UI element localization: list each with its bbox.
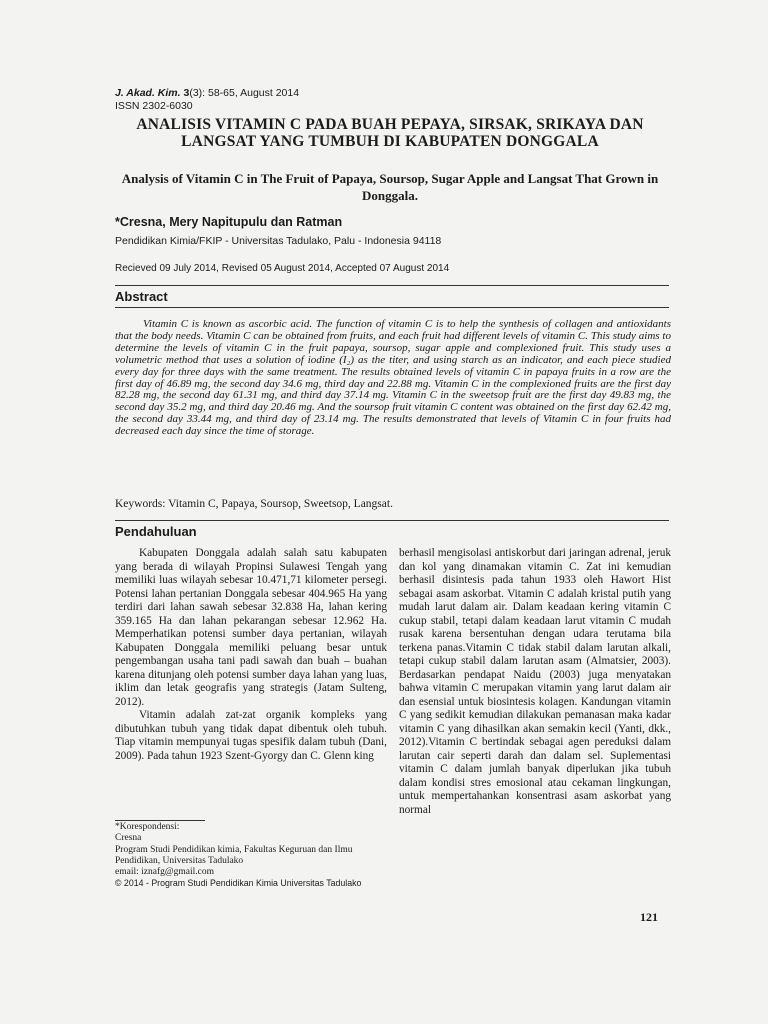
- footnote: [115, 822, 390, 890]
- journal-volume: 3: [183, 87, 190, 99]
- footnote-copyright: © 2014 - Program Studi Pendidikan Kimia Universitas Tadulako: [115, 878, 362, 889]
- intro-right-column: [399, 547, 671, 817]
- abstract-text: [115, 319, 671, 438]
- intro-paragraph-1: Kabupaten Donggala adalah salah satu kabupaten yang berada di wilayah Propinsi Sulawesi Tengah yang memiliki luas wilayah sebesar 10.471,71 kilometer persegi. Potensi lahan pertanian Donggala sebesar 404.965 Ha yang terdiri dari lahan sawah sebesar 32.838 Ha, lahan kering 359.165 Ha dan lahan pekarangan sebesar 12.962 Ha. Memperhatikan potensi sumber daya pertanian, wilayah Kabupaten Donggala memiliki peluang besar untuk pengembangan usaha tani padi sawah dan buah – buahan karena ditunjang oleh potensi sumber daya lahan yang luas, iklim dan letak geografis yang strategis (Jatam Sulteng, 2012).: [115, 547, 387, 708]
- divider-top: [115, 285, 669, 286]
- footnote-email: email: iznafg@gmail.com: [115, 867, 214, 878]
- authors: *Cresna, Mery Napitupulu dan Ratman: [115, 215, 343, 229]
- issn: ISSN 2302-6030: [115, 100, 193, 112]
- divider-abstract: [115, 307, 669, 308]
- footnote-line: Cresna: [115, 833, 142, 844]
- keywords: Keywords: Vitamin C, Papaya, Soursop, Sweetsop, Langsat.: [115, 498, 393, 510]
- title-indonesian: ANALISIS VITAMIN C PADA BUAH PEPAYA, SIRSAK, SRIKAYA DAN LANGSAT YANG TUMBUH DI KABUPATEN DONGGALA: [136, 116, 644, 150]
- received-dates: Recieved 09 July 2014, Revised 05 August 2014, Accepted 07 August 2014: [115, 263, 450, 274]
- divider-intro: [115, 520, 669, 521]
- journal-issue: (3): 58-65, August 2014: [189, 87, 300, 99]
- intro-paragraph-2: Vitamin adalah zat-zat organik kompleks yang dibutuhkan tubuh yang tidak dapat dibentuk oleh tubuh. Tiap vitamin mempunyai tugas spesifik dalam tubuh (Dani, 2009). Pada tahun 1923 Szent-Gyorgy dan C. Glenn king: [115, 709, 387, 762]
- footnote-divider: [115, 820, 205, 821]
- footnote-line: Program Studi Pendidikan kimia, Fakultas Keguruan dan Ilmu Pendidikan, Universitas Tadulako: [115, 844, 353, 866]
- intro-heading: Pendahuluan: [115, 524, 197, 539]
- affiliation: Pendidikan Kimia/FKIP - Universitas Tadulako, Palu - Indonesia 94118: [115, 235, 442, 247]
- journal-citation: [115, 87, 299, 113]
- abstract-heading: Abstract: [115, 289, 168, 304]
- page-number: 121: [640, 910, 658, 924]
- journal-abbrev: J. Akad. Kim.: [115, 87, 181, 99]
- intro-left-column: [115, 547, 387, 763]
- title-english: Analysis of Vitamin C in The Fruit of Papaya, Soursop, Sugar Apple and Langsat That Grown in Donggala.: [121, 171, 659, 203]
- footnote-line: *Korespondensi:: [115, 822, 180, 832]
- intro-paragraph-3: berhasil mengisolasi antiskorbut dari jaringan adrenal, jeruk dan kol yang dinamakan vitamin C. Zat ini kemudian berhasil disintesis pada tahun 1933 oleh Hawort Hist sebagai asam askorbat. Vitamin C adalah kristal putih yang mudah larut dalam air. Dalam keadaan kering vitamin C cukup stabil, tetapi dalam keadaan larut vitamin C mudah rusak karena bersentuhan dengan udara terutama bila terkena panas.Vitamin C tidak stabil dalam larutan alkali, tetapi cukup stabil dalam larutan asam (Almatsier, 2003). Berdasarkan pendapat Naidu (2003) juga menyatakan bahwa vitamin C merupakan vitamin yang larut dalam air dan esensial untuk biosintesis kolagen. Kandungan vitamin C yang sedikit kemudian dilakukan pemanasan maka kadar vitamin C yang dihasilkan akan semakin kecil (Yanti, dkk., 2012).Vitamin C bertindak sebagai agen pereduksi dalam larutan cair seperti darah dan dalam sel. Suplementasi vitamin C dalam jumlah banyak diperlukan jika tubuh dalam kondisi stres emosional atau cekaman lingkungan, untuk mempertahankan konsentrasi asam askorbat yang normal: [399, 547, 671, 816]
- abstract-paragraph: Vitamin C is known as ascorbic acid. The function of vitamin C is to help the synthesis of collagen and antioxidants that the body needs. Vitamin C can be obtained from fruits, and each fruit had different levels of vitamin C. This study aims to determine the levels of vitamin C in the fruit papaya, soursop, sugar apple and complexioned fruit. This study uses a volumetric method that uses a solution of iodine (I₂) as the titer, and using starch as an indicator, and each piece studied every day for three days with the same treatment. The results obtained levels of vitamin C in papaya fruits in a row are the first day of 46.89 mg, the second day 34.6 mg, third day and 22.88 mg. Vitamin C in the complexioned fruits are the first day 82.28 mg, the second day 61.31 mg, and third day 37.14 mg. Vitamin C in the sweetsop fruit are the first day 49.83 mg, the second day 35.2 mg, and third day 20.46 mg. And the soursop fruit vitamin C content was obtained on the first day 62.42 mg, the second day 33.44 mg, and third day of 23.14 mg. The results demonstrated that levels of Vitamin C in four fruits had decreased each day since the time of storage.: [115, 318, 671, 438]
